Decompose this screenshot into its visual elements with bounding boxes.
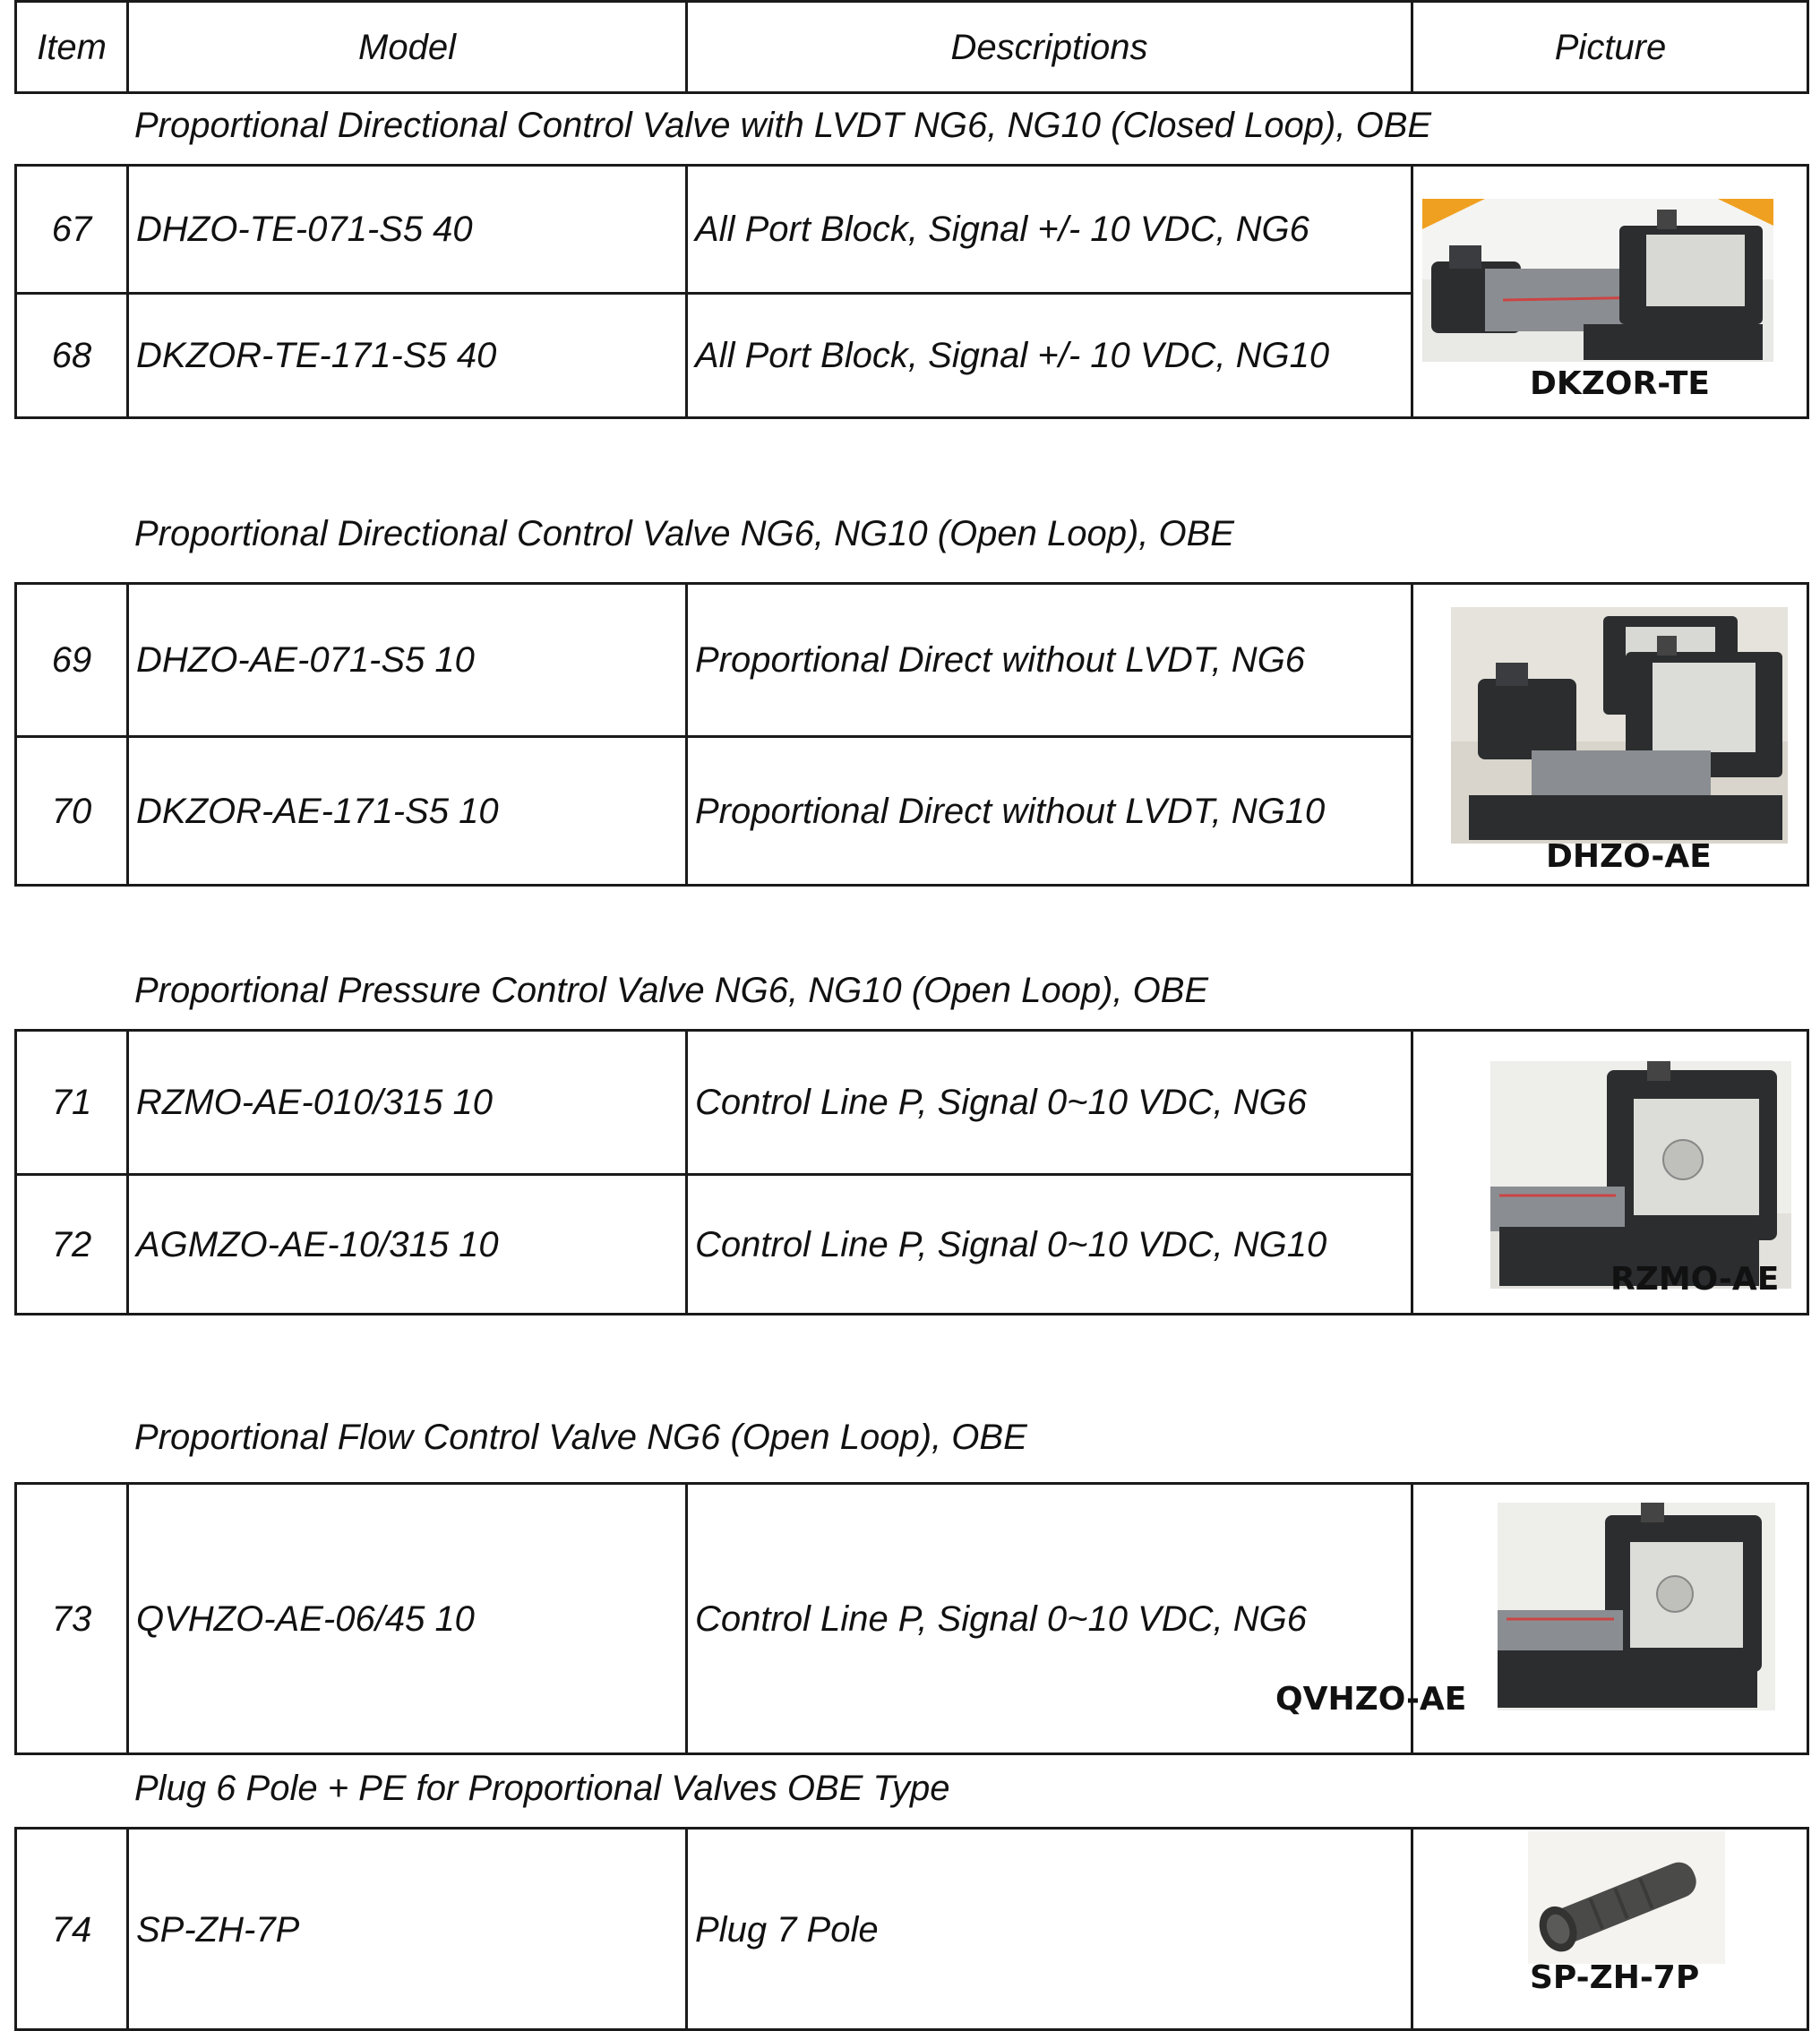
section-title: Plug 6 Pole + PE for Proportional Valves OBE Type [134, 1769, 950, 1808]
picture-caption: SP-ZH-7P [1530, 1959, 1700, 1996]
table-row-item: 72 [51, 1224, 92, 1264]
product-photo-dhzo-ae [1451, 607, 1788, 844]
table-row-description: Proportional Direct without LVDT, NG10 [695, 791, 1326, 831]
product-photo-rzmo-ae [1490, 1061, 1791, 1289]
table-row-model: SP-ZH-7P [136, 1910, 300, 1950]
table-row-item: 73 [51, 1598, 92, 1639]
section-title: Proportional Directional Control Valve NG6, NG10 (Open Loop), OBE [134, 514, 1234, 553]
section-title: Proportional Directional Control Valve with LVDT NG6, NG10 (Closed Loop), OBE [134, 106, 1432, 145]
section-title: Proportional Flow Control Valve NG6 (Open Loop), OBE [134, 1418, 1027, 1457]
table-row-description: All Port Block, Signal +/- 10 VDC, NG6 [695, 209, 1309, 249]
header-model: Model [358, 27, 456, 67]
table-row-model: DKZOR-TE-171-S5 40 [136, 336, 497, 375]
header-row [14, 0, 1809, 94]
table-row-description: All Port Block, Signal +/- 10 VDC, NG10 [695, 336, 1330, 375]
table-row-description: Control Line P, Signal 0~10 VDC, NG6 [695, 1598, 1307, 1639]
table-row-model: QVHZO-AE-06/45 10 [136, 1598, 475, 1639]
table-row-item: 74 [51, 1910, 92, 1950]
header-picture: Picture [1554, 27, 1667, 67]
header-descriptions: Descriptions [950, 27, 1148, 67]
product-photo-sp-zh-7p [1528, 1831, 1725, 1964]
header-item: Item [37, 27, 107, 67]
table-row-item: 71 [51, 1082, 92, 1122]
table-row-description: Proportional Direct without LVDT, NG6 [695, 639, 1306, 680]
table-row-item: 68 [51, 336, 92, 375]
table-row-model: DKZOR-AE-171-S5 10 [136, 791, 499, 831]
table-row-model: DHZO-AE-071-S5 10 [136, 639, 475, 680]
table-row-description: Control Line P, Signal 0~10 VDC, NG6 [695, 1082, 1307, 1122]
picture-caption: QVHZO-AE [1275, 1681, 1467, 1718]
product-photo-dkzor-te [1422, 199, 1773, 362]
table-row-description: Control Line P, Signal 0~10 VDC, NG10 [695, 1224, 1327, 1264]
section-title: Proportional Pressure Control Valve NG6, NG10 (Open Loop), OBE [134, 971, 1209, 1010]
picture-caption: DHZO-AE [1546, 838, 1712, 875]
table-row-model: RZMO-AE-010/315 10 [136, 1082, 493, 1122]
table-row-item: 67 [51, 209, 92, 249]
table-row-description: Plug 7 Pole [695, 1910, 879, 1950]
table-row-model: AGMZO-AE-10/315 10 [136, 1224, 499, 1264]
product-photo-qvhzo-ae [1498, 1503, 1775, 1710]
table-row-model: DHZO-TE-071-S5 40 [136, 209, 473, 249]
table-row-item: 69 [51, 639, 92, 680]
picture-caption: DKZOR-TE [1530, 365, 1711, 402]
picture-caption: RZMO-AE [1610, 1261, 1780, 1298]
table-row-item: 70 [51, 791, 92, 831]
